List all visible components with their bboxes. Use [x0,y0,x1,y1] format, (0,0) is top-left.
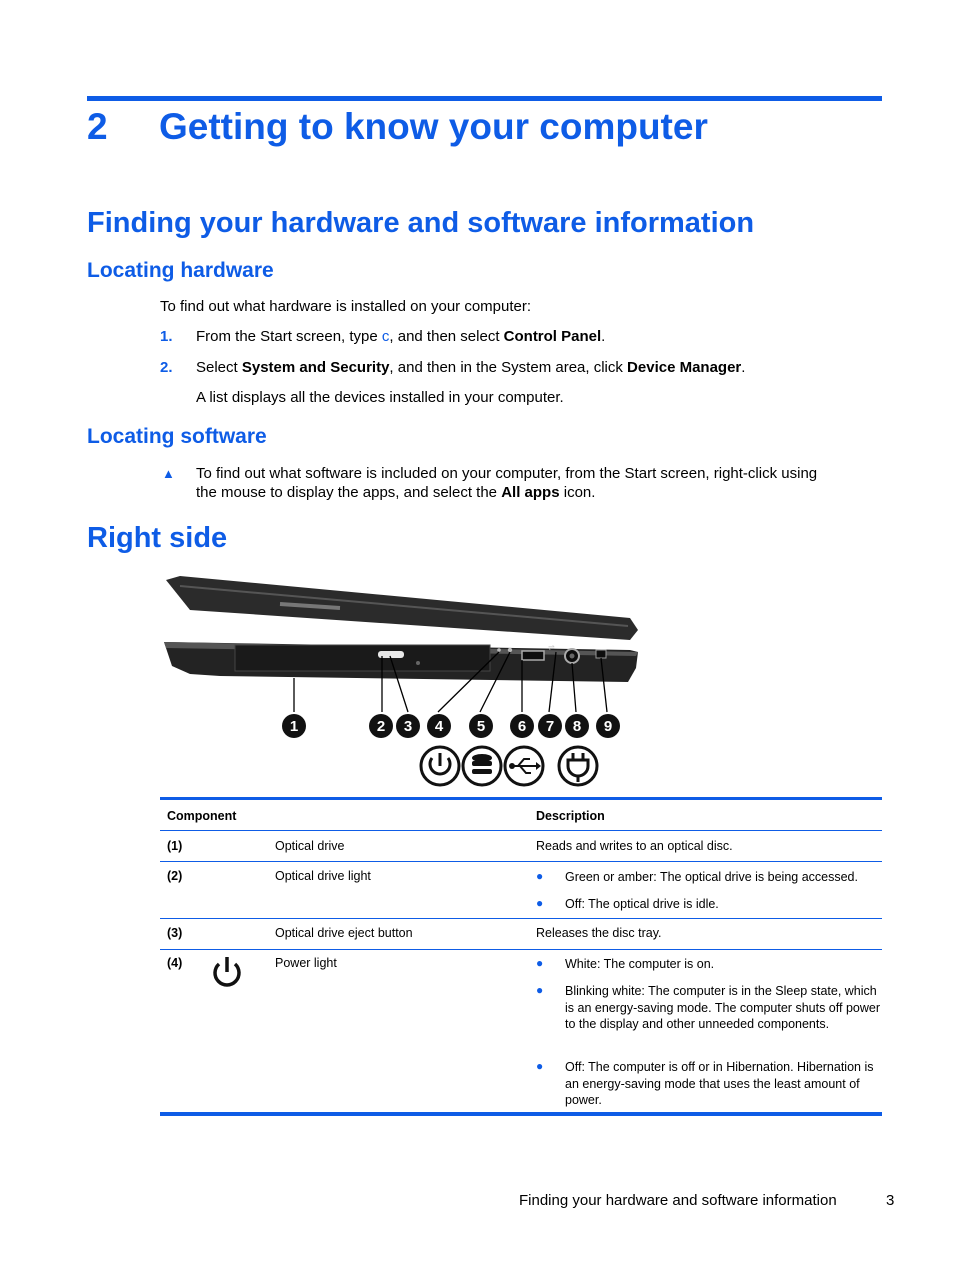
table-header-row [160,800,882,831]
table-row: (4) Power light ● White: The computer is on. ● Blinking white: The computer is in the Sleep state, which is an energy-saving mode. The computer shuts off power to the display and other unneeded components. ● Off: The computer is off or in Hibernation. Hibernation is an energy-saving mode that uses the least amount of power. [167,956,880,1107]
control-panel-label: Control Panel [503,328,602,345]
table-bottom-rule [160,1112,882,1116]
callout-9: 9 [603,718,613,735]
chapter-rule [87,96,882,101]
section-title-right-side: Right side [87,522,228,554]
system-security-label: System and Security [241,359,390,376]
step-2-number: 2. [160,359,173,376]
step-2-text: Select System and Security, and then in the System area, click Device Manager. [196,359,746,376]
callout-5: 5 [476,718,486,735]
laptop-right-side-figure [160,570,650,790]
key-c: c [381,328,390,345]
table-row: (2) Optical drive light ● Green or amber: The optical drive is being accessed. ● Off: The optical drive is idle. [160,862,882,919]
bullet-icon: ● [536,1059,544,1073]
header-description: Description [536,809,605,823]
callout-8: 8 [572,718,582,735]
step-1-text: From the Start screen, type c, and then select Control Panel. [196,328,606,345]
callout-6: 6 [517,718,527,735]
laptop-illustration [160,570,650,790]
chapter-number: 2 [87,106,108,147]
component-table [160,797,882,1116]
table-row: (1) Optical drive Reads and writes to an optical disc. [160,831,882,862]
power-icon [210,954,244,993]
subsection-title-software: Locating software [87,425,267,448]
software-line-2: the mouse to display the apps, and select the All apps icon. [196,484,596,501]
triangle-bullet-icon: ▲ [162,466,175,481]
power-icon [421,747,459,785]
bullet-icon: ● [536,869,544,883]
chapter-title [87,106,708,148]
svg-text:⇌: ⇌ [548,643,555,652]
step-2-result: A list displays all the devices installed in your computer. [196,389,564,406]
section-title-finding: Finding your hardware and software information [87,207,755,239]
callout-3: 3 [403,718,413,735]
callout-1: 1 [289,718,299,735]
bullet-icon: ● [536,983,544,997]
hardware-intro: To find out what hardware is installed on your computer: [160,298,532,315]
bullet-icon: ● [536,896,544,910]
drive-icon [463,747,501,785]
subsection-title-hardware: Locating hardware [87,259,274,282]
step-1-number: 1. [160,328,173,345]
usb-icon [505,747,543,785]
table-row: (3) Optical drive eject button Releases the disc tray. [160,919,882,950]
software-line-1: To find out what software is included on your computer, from the Start screen, right-click using [196,465,818,482]
footer-page-number: 3 [886,1192,895,1209]
power-plug-icon [559,747,597,785]
chapter-title-text: Getting to know your computer [159,106,708,147]
callout-4: 4 [434,718,444,735]
device-manager-label: Device Manager [627,359,742,376]
bullet-icon: ● [536,956,544,970]
header-component: Component [167,809,237,823]
all-apps-label: All apps [501,484,560,501]
callout-7: 7 [545,718,555,735]
footer-section-title: Finding your hardware and software information [519,1192,837,1209]
callout-2: 2 [376,718,386,735]
